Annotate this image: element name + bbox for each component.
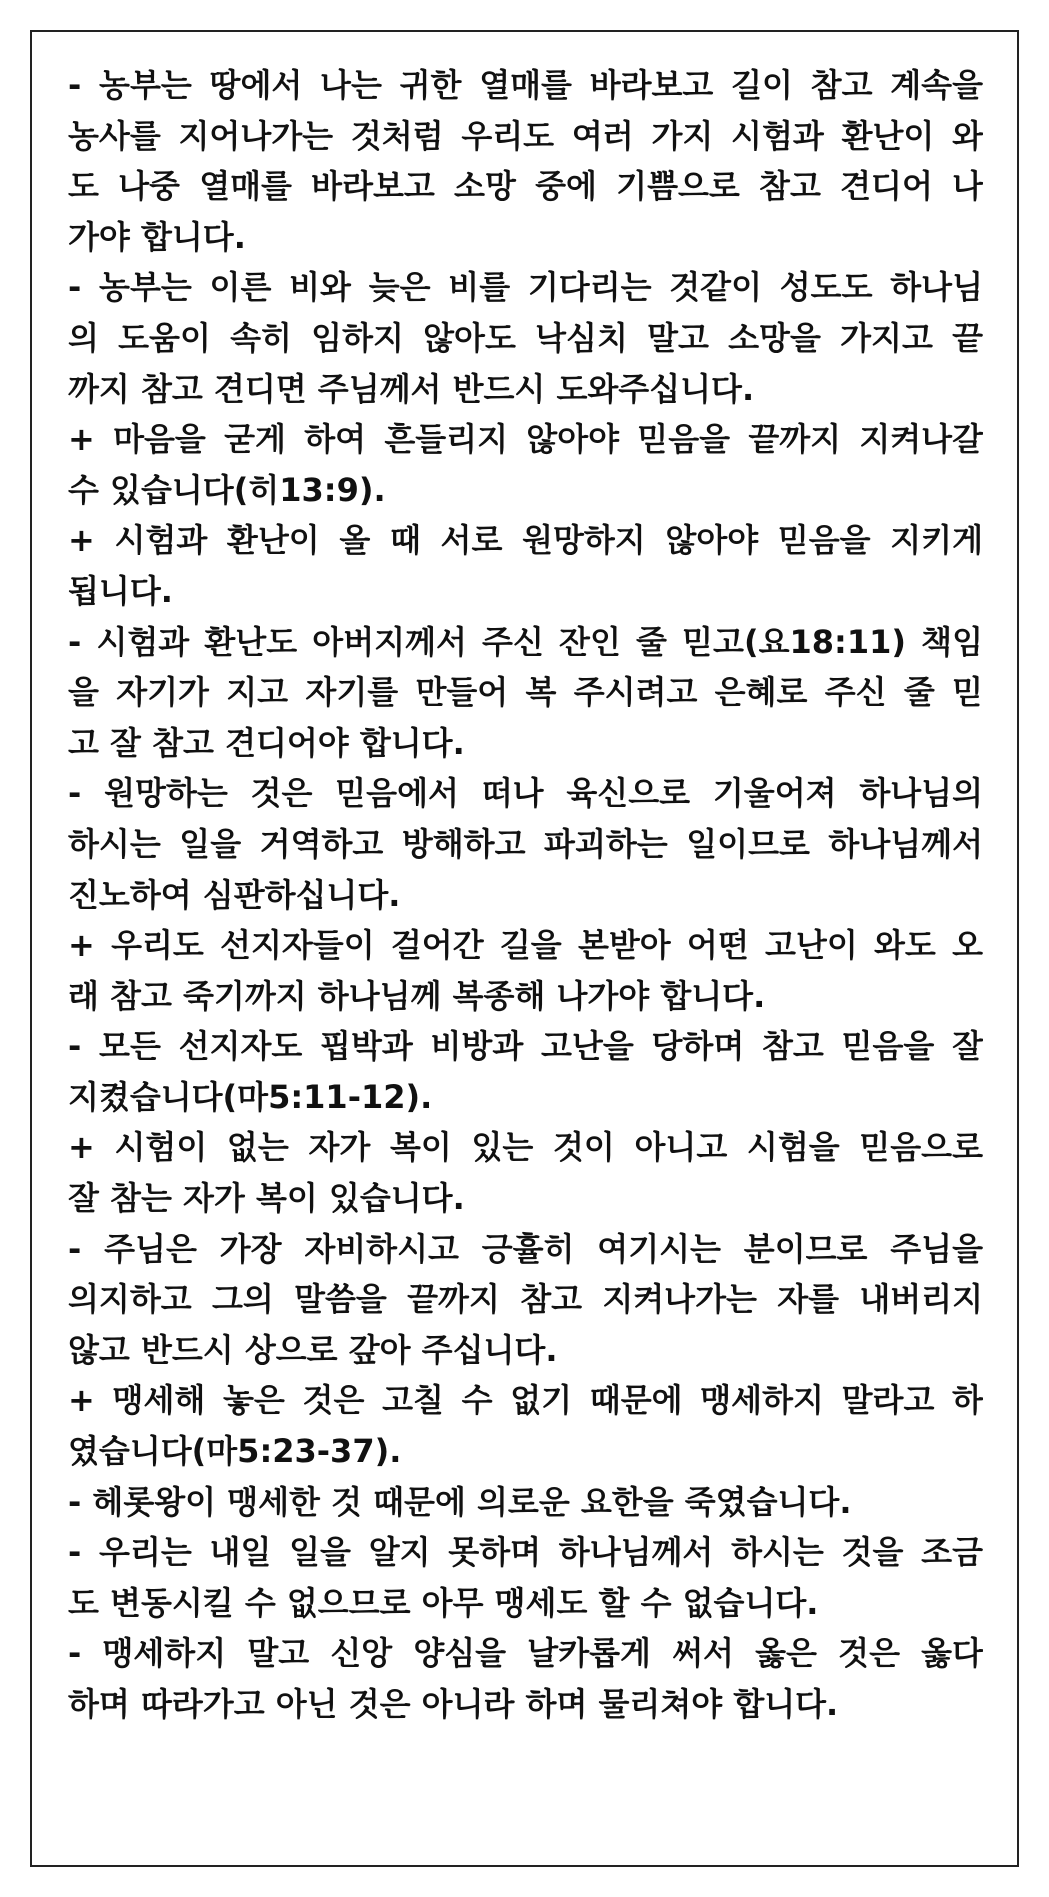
text-line: 까지 참고 견디면 주님께서 반드시 도와주십니다.	[68, 369, 755, 408]
text-line: 수 있습니다(히13:9).	[68, 470, 386, 509]
text-line: 됩니다.	[68, 571, 173, 610]
text-line: 였습니다(마5:23-37).	[68, 1432, 402, 1471]
text-line: 도 변동시킬 수 없으므로 아무 맹세도 할 수 없습니다.	[68, 1583, 819, 1622]
text-line: + 맹세해 놓은 것은 고칠 수 없기 때문에 맹세하지 말라고 하	[68, 1381, 983, 1420]
text-line: 하시는 일을 거역하고 방해하고 파괴하는 일이므로 하나님께서	[68, 824, 983, 863]
text-line: 고 잘 참고 견디어야 합니다.	[68, 723, 465, 762]
text-line: - 농부는 땅에서 나는 귀한 열매를 바라보고 길이 참고 계속을	[68, 66, 983, 104]
text-line: + 시험이 없는 자가 복이 있는 것이 아니고 시험을 믿음으로	[68, 1128, 983, 1167]
text-line: + 마음을 굳게 하여 흔들리지 않아야 믿음을 끝까지 지켜나갈	[68, 420, 983, 459]
text-line: 래 참고 죽기까지 하나님께 복종해 나가야 합니다.	[68, 976, 766, 1015]
text-line: 않고 반드시 상으로 갚아 주십니다.	[68, 1330, 558, 1369]
text-line: 을 자기가 지고 자기를 만들어 복 주시려고 은혜로 주신 줄 믿	[68, 673, 983, 712]
text-line: - 우리는 내일 일을 알지 못하며 하나님께서 하시는 것을 조금	[68, 1533, 983, 1572]
text-line: 가야 합니다.	[68, 217, 246, 256]
text-line: 진노하여 심판하십니다.	[68, 875, 401, 914]
text-line: 농사를 지어나가는 것처럼 우리도 여러 가지 시험과 환난이 와	[68, 116, 983, 155]
text-line: - 원망하는 것은 믿음에서 떠나 육신으로 기울어져 하나님의	[68, 774, 983, 813]
text-line: 도 나중 열매를 바라보고 소망 중에 기쁨으로 참고 견디어 나	[68, 167, 983, 206]
text-line: 잘 참는 자가 복이 있습니다.	[68, 1179, 465, 1218]
text-line: - 맹세하지 말고 신앙 양심을 날카롭게 써서 옳은 것은 옳다	[68, 1634, 983, 1673]
text-line: + 우리도 선지자들이 걸어간 길을 본받아 어떤 고난이 와도 오	[68, 926, 983, 965]
text-line: - 모든 선지자도 핍박과 비방과 고난을 당하며 참고 믿음을 잘	[68, 1027, 983, 1066]
text-line: - 농부는 이른 비와 늦은 비를 기다리는 것같이 성도도 하나님	[68, 268, 983, 307]
text-line: + 시험과 환난이 올 때 서로 원망하지 않아야 믿음을 지키게	[68, 521, 983, 560]
text-line: 지켰습니다(마5:11-12).	[68, 1077, 433, 1116]
document-body	[68, 60, 983, 1730]
text-line: 의지하고 그의 말씀을 끝까지 참고 지켜나가는 자를 내버리지	[68, 1280, 983, 1319]
text-line: - 주님은 가장 자비하시고 긍휼히 여기시는 분이므로 주님을	[68, 1229, 983, 1268]
text-line: - 시험과 환난도 아버지께서 주신 잔인 줄 믿고(요18:11) 책임	[68, 622, 983, 661]
text-line: 의 도움이 속히 임하지 않아도 낙심치 말고 소망을 가지고 끝	[68, 318, 983, 357]
document-frame	[30, 30, 1019, 1867]
text-line: 하며 따라가고 아닌 것은 아니라 하며 물리쳐야 합니다.	[68, 1685, 839, 1723]
text-line: - 헤롯왕이 맹세한 것 때문에 의로운 요한을 죽였습니다.	[68, 1482, 852, 1521]
